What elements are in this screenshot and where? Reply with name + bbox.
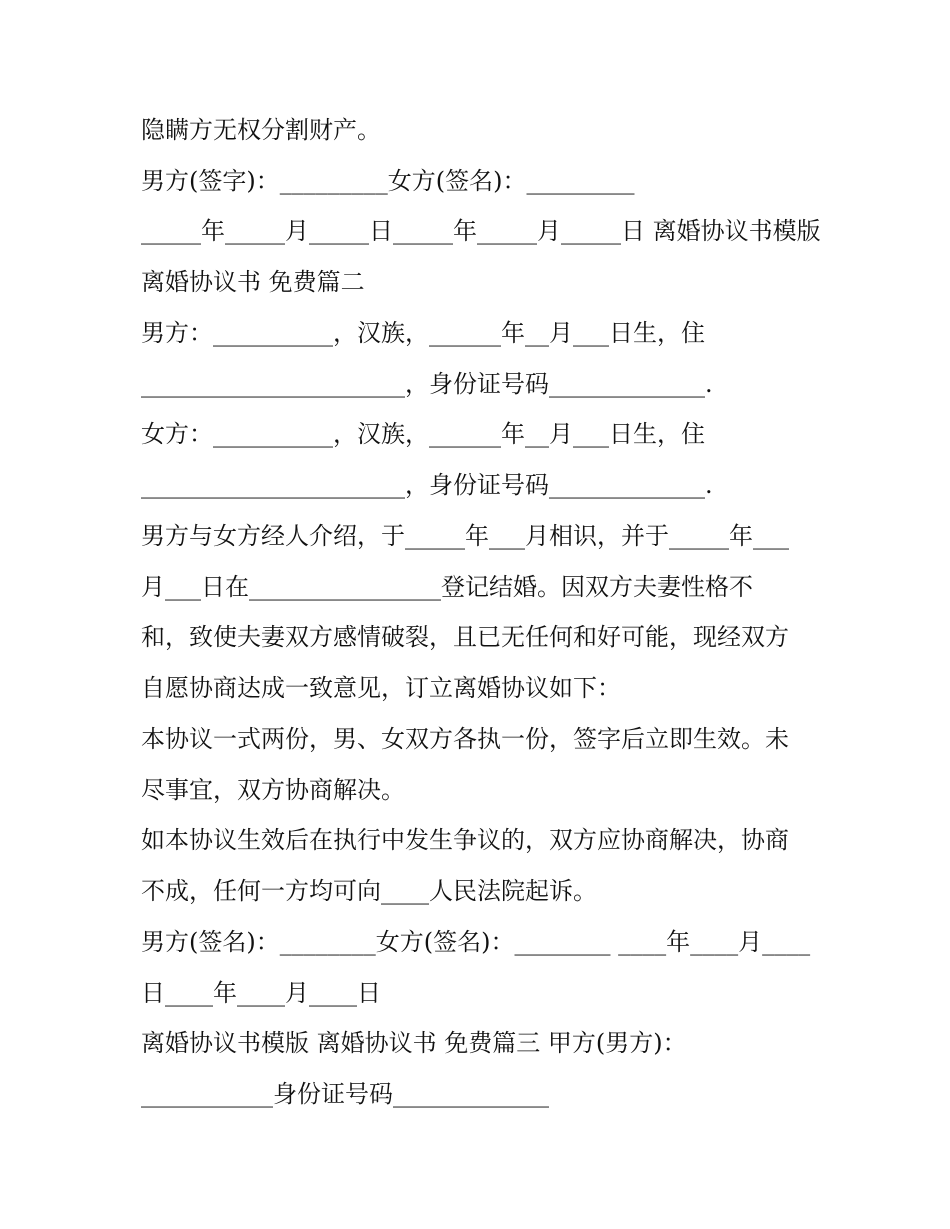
- text-line: ______________________，身份证号码_____________.: [141, 370, 713, 398]
- text-line: 月___日在________________登记结婚。因双方夫妻性格不: [141, 573, 753, 601]
- text-line: 隐瞒方无权分割财产。: [141, 116, 381, 144]
- text-line: 尽事宜，双方协商解决。: [141, 776, 405, 804]
- text-line: 男方(签字)：_________女方(签名)：_________: [141, 167, 635, 195]
- text-line: 女方：__________，汉族，______年__月___日生，住: [141, 420, 705, 448]
- text-line: ______________________，身份证号码_____________.: [141, 471, 713, 499]
- text-line: 男方(签名)：________女方(签名)：________ ____年____月____: [141, 928, 811, 956]
- text-line: 和，致使夫妻双方感情破裂，且已无任何和好可能，现经双方: [141, 623, 789, 651]
- text-line: 本协议一式两份，男、女双方各执一份，签字后立即生效。未: [141, 725, 789, 753]
- text-line: 不成，任何一方均可向____人民法院起诉。: [141, 877, 597, 905]
- text-line: 离婚协议书模版 离婚协议书 免费篇三 甲方(男方)：: [141, 1029, 687, 1057]
- text-line: _____年_____月_____日_____年_____月_____日 离婚协议书模版: [141, 217, 821, 245]
- text-line: 如本协议生效后在执行中发生争议的，双方应协商解决，协商: [141, 826, 789, 854]
- text-line: ___________身份证号码_____________: [141, 1080, 549, 1108]
- text-line: 男方：__________，汉族，______年__月___日生，住: [141, 319, 705, 347]
- text-line: 日____年____月____日: [141, 979, 381, 1007]
- section-heading: 离婚协议书 免费篇二: [141, 268, 365, 296]
- text-line: 男方与女方经人介绍，于_____年___月相识，并于_____年___: [141, 522, 789, 550]
- text-line: 自愿协商达成一致意见，订立离婚协议如下：: [141, 674, 621, 702]
